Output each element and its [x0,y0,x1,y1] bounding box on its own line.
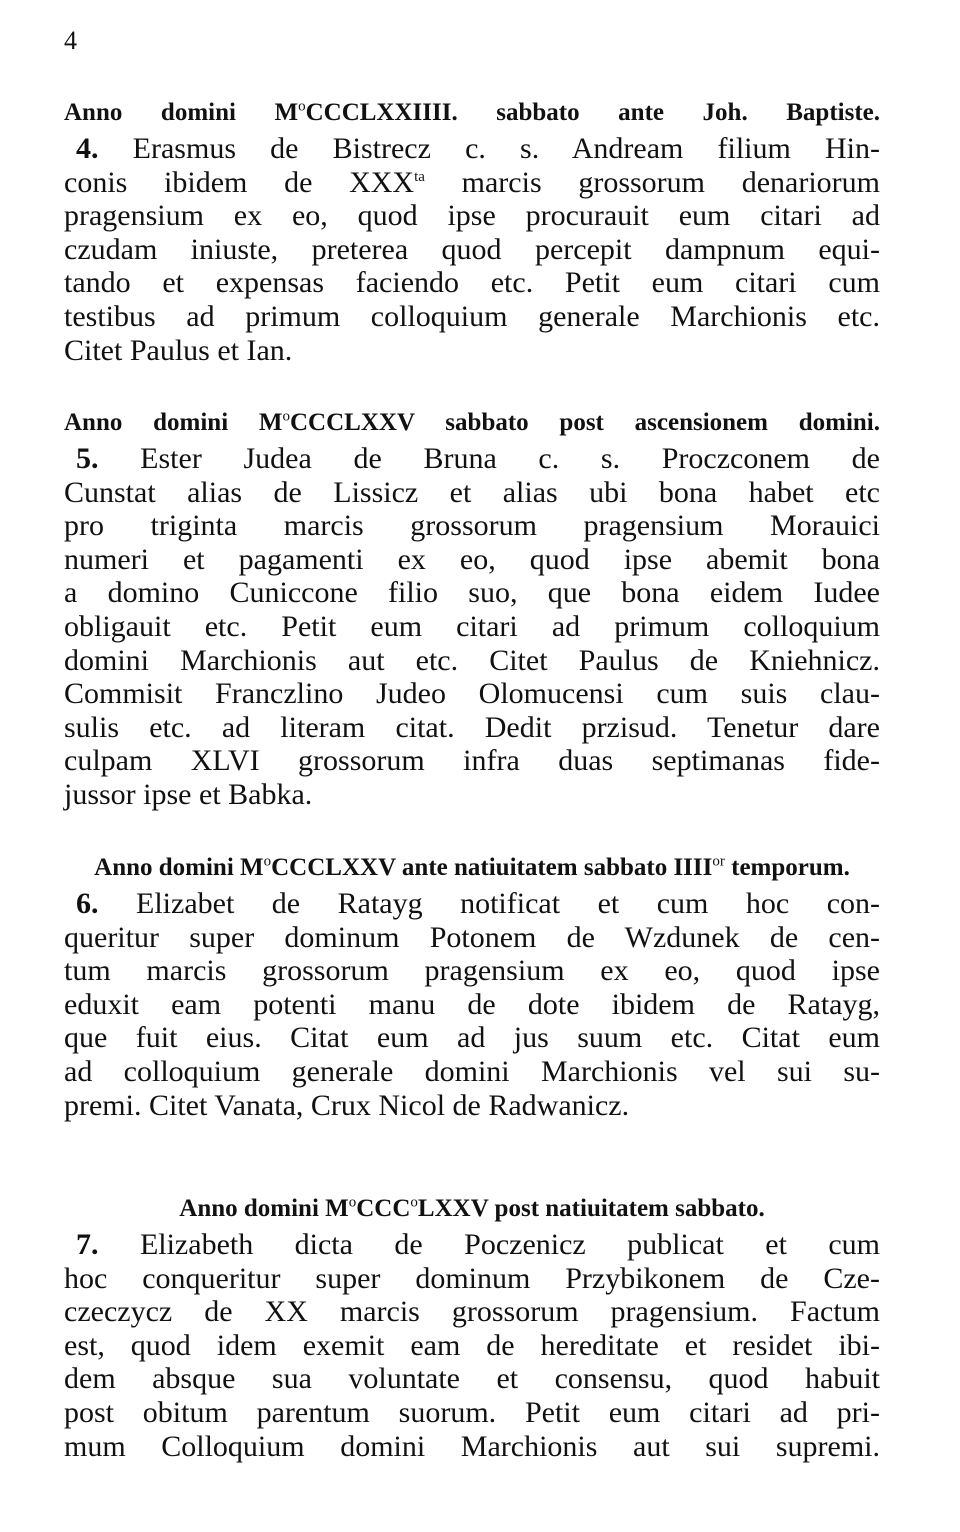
entry-line: Cunstat alias de Lissicz et alias ubi bona habet etc [64,475,880,509]
entry-line: post obitum parentum suorum. Petit eum citari ad pri- [64,1395,880,1429]
entry-7 [64,1192,880,1463]
entry-5 [64,406,880,812]
entry-number: 6. [76,887,99,920]
entry-line: a domino Cuniccone filio suo, que bona eidem Iudee [64,576,880,610]
entry-body [64,132,880,367]
entry-line: est, quod idem exemit eam de hereditate et residet ibi- [64,1328,880,1362]
entry-line: numeri et pagamenti ex eo, quod ipse abemit bona [64,542,880,576]
entry-number: 7. [76,1228,99,1261]
entry-line: pragensium ex eo, quod ipse procurauit eum citari ad [64,199,880,233]
entry-line: mum Colloquium domini Marchionis aut sui supremi. [64,1429,880,1463]
entry-line: czudam iniuste, preterea quod percepit dampnum equi- [64,232,880,266]
entry-line: jussor ipse et Babka. [64,777,313,811]
entry-line: conis ibidem de $XXX^{ta}$ marcis grossorum denariorum [64,165,880,199]
entry-line: queritur super dominum Potonem de Wzdunek de cen- [64,920,880,954]
entry-line: eduxit eam potenti manu de dote ibidem de Ratayg, [64,987,880,1021]
entry-line: 7. Elizabeth dicta de Poczenicz publicat et cum [76,1228,880,1261]
entry-heading: Anno domini $M^oCCCLXXV$ ante natiuitatem sabbato $IIII^{or}$ temporum. [94,853,850,881]
entry-line: 4. Erasmus de Bistrecz c. s. Andream filium Hin- [76,132,881,165]
entry-line: pro triginta marcis grossorum pragensium Morauici [64,509,880,543]
entry-4 [64,96,880,367]
entry-line: Commisit Franczlino Judeo Olomucensi cum suis clau- [64,677,880,711]
entry-line: testibus ad primum colloquium generale Marchionis etc. [64,299,880,333]
entry-body [64,1228,880,1463]
entry-line: sulis etc. ad literam citat. Dedit przisud. Tenetur dare [64,710,880,744]
entry-line: czeczycz de XX marcis grossorum pragensium. Factum [64,1295,880,1329]
entry-line: tando et expensas faciendo etc. Petit eum citari cum [64,266,880,300]
entry-line: Citet Paulus et Ian. [64,333,293,367]
entry-line: tum marcis grossorum pragensium ex eo, quod ipse [64,954,880,988]
entry-line: que fuit eius. Citat eum ad jus suum etc. Citat eum [64,1021,880,1055]
entry-number: 5. [76,442,99,475]
entry-line: domini Marchionis aut etc. Citet Paulus de Kniehnicz. [64,643,880,677]
entry-heading: Anno domini $M^oCCCLXXIIII$. sabbato ante Joh. Baptiste. [64,98,881,126]
entry-6 [64,851,880,1122]
entry-line: culpam XLVI grossorum infra duas septimanas fide- [64,744,880,778]
entry-line: ad colloquium generale domini Marchionis vel sui su- [64,1054,880,1088]
entry-body [64,887,880,1122]
entry-heading: Anno domini $M^oCCC^oLXXV$ post natiuitatem sabbato. [179,1194,765,1222]
entry-line: hoc conqueritur super dominum Przybikonem de Cze- [64,1261,880,1295]
entry-line: premi. Citet Vanata, Crux Nicol de Radwanicz. [64,1088,630,1122]
entry-number: 4. [76,132,99,165]
entry-line: 5. Ester Judea de Bruna c. s. Proczconem de [76,442,881,475]
entry-line: 6. Elizabet de Ratayg notificat et cum hoc con- [76,887,881,920]
entry-heading: Anno domini $M^oCCCLXXV$ sabbato post ascensionem domini. [64,408,880,436]
entry-line: dem absque sua voluntate et consensu, quod habuit [64,1362,880,1396]
entry-line: obligauit etc. Petit eum citari ad primum colloquium [64,609,880,643]
entry-body [64,442,880,812]
page-number: 4 [64,26,77,55]
